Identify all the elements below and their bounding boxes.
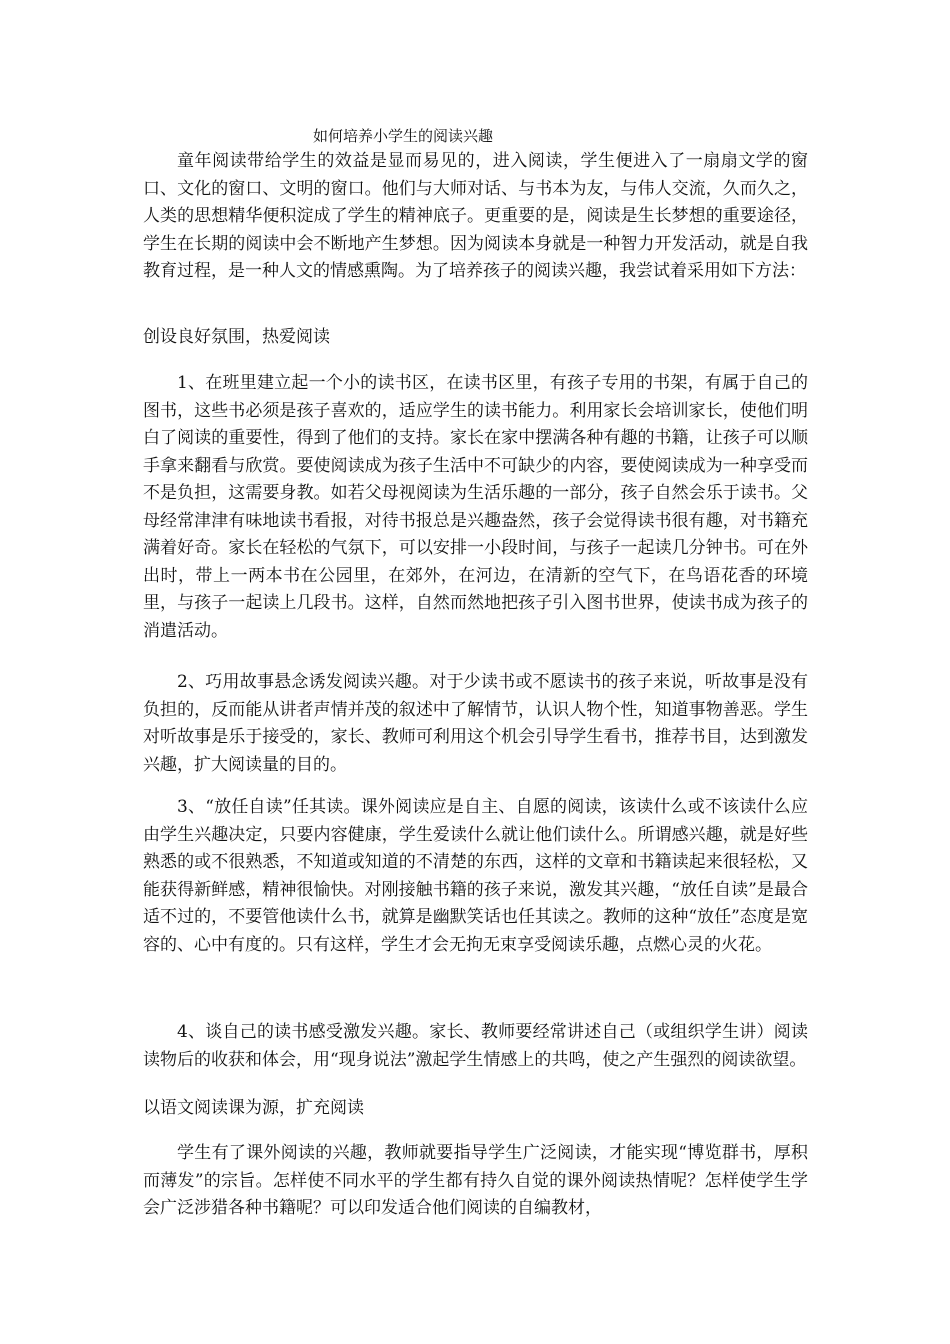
section-heading-atmosphere: 创设良好氛围，热爱阅读 <box>143 327 330 347</box>
closing-paragraph: 学生有了课外阅读的兴趣，教师就要指导学生广泛阅读，才能实现“博览群书，厚积而薄发”的宗旨。怎样使不同水平的学生都有持久自觉的课外阅读热情呢？怎样使学生学会广泛涉猎各种书籍呢？可以印发适合他们阅读的自编教材， <box>143 1143 808 1218</box>
method-paragraph-4: 4、谈自己的读书感受激发兴趣。家长、教师要经常讲述自己（或组织学生讲）阅读读物后的收获和体会，用“现身说法”激起学生情感上的共鸣，使之产生强烈的阅读欲望。 <box>143 1022 808 1070</box>
method-paragraph-3: 3、“放任自读”任其读。课外阅读应是自主、自愿的阅读，该读什么或不该读什么应由学生兴趣决定，只要内容健康，学生爱读什么就让他们读什么。所谓感兴趣，就是好些熟悉的或不很熟悉，不知道或知道的不清楚的东西，这样的文章和书籍读起来很轻松，又能获得新鲜感，精神很愉快。对刚接触书籍的孩子来说，激发其兴趣，“放任自读”是最合适不过的，不要管他读什么书，就算是幽默笑话也任其读之。教师的这种“放任”态度是宽容的、心中有度的。只有这样，学生才会无拘无束享受阅读乐趣，点燃心灵的火花。 <box>143 797 808 955</box>
intro-paragraph: 童年阅读带给学生的效益是显而易见的，进入阅读，学生便进入了一扇扇文学的窗口、文化的窗口、文明的窗口。他们与大师对话、与书本为友，与伟人交流，久而久之，人类的思想精华便积淀成了学生的精神底子。更重要的是，阅读是生长梦想的重要途径，学生在长期的阅读中会不断地产生梦想。因为阅读本身就是一种智力开发活动，就是自我教育过程，是一种人文的情感熏陶。为了培养孩子的阅读兴趣，我尝试着采用如下方法： <box>143 151 808 281</box>
document-title: 如何培养小学生的阅读兴趣 <box>313 127 494 145</box>
method-paragraph-2: 2、巧用故事悬念诱发阅读兴趣。对于少读书或不愿读书的孩子来说，听故事是没有负担的，反而能从讲者声情并茂的叙述中了解情节，认识人物个性，知道事物善恶。学生对听故事是乐于接受的，家长、教师可利用这个机会引导学生看书，推荐书目，达到激发兴趣，扩大阅读量的目的。 <box>143 672 808 775</box>
section-heading-expand-reading: 以语文阅读课为源，扩充阅读 <box>143 1098 364 1118</box>
method-paragraph-1: 1、在班里建立起一个小的读书区，在读书区里，有孩子专用的书架，有属于自己的图书，这些书必须是孩子喜欢的，适应学生的读书能力。利用家长会培训家长，使他们明白了阅读的重要性，得到了他们的支持。家长在家中摆满各种有趣的书籍，让孩子可以顺手拿来翻看与欣赏。要使阅读成为孩子生活中不可缺少的内容，要使阅读成为一种享受而不是负担，这需要身教。如若父母视阅读为生活乐趣的一部分，孩子自然会乐于读书。父母经常津津有味地读书看报，对待书报总是兴趣盎然，孩子会觉得读书很有趣，对书籍充满着好奇。家长在轻松的气氛下，可以安排一小段时间，与孩子一起读几分钟书。可在外出时，带上一两本书在公园里，在郊外，在河边，在清新的空气下，在鸟语花香的环境里，与孩子一起读上几段书。这样，自然而然地把孩子引入图书世界，使读书成为孩子的消遣活动。 <box>143 373 808 641</box>
